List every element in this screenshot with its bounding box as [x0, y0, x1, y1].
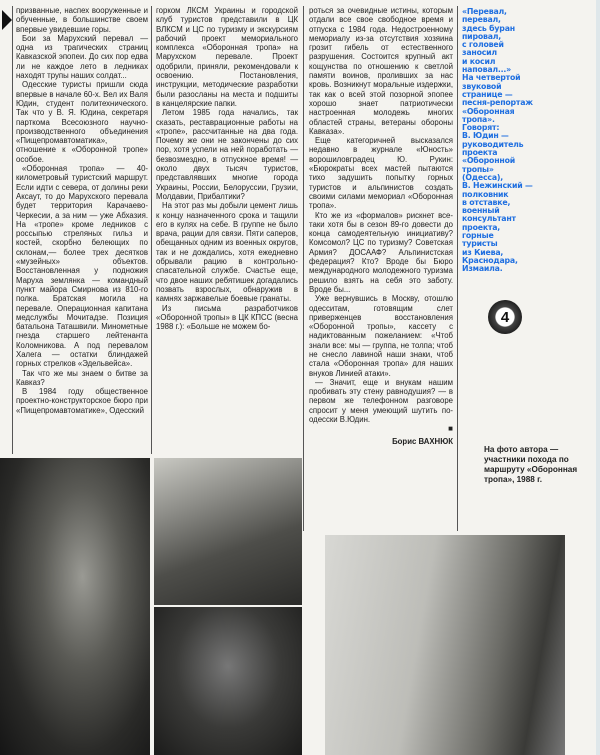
article-column-1 [16, 6, 148, 415]
article-paragraph: роться за очевидные истины, которым отдали все свое свободное время и отпуска с 1984 года. Недостроенному мемориалу из-за отсутствия хозяина грозит гибель от естественного разрушения. Состоится крупный акт кощунства по отношению к светлой памяти воинов, проливших за нас кровь. Возникнут моральные издержки, так как о всей этой позорной эпопее хорошо знает патриотически настроенная молодежь многих областей страны, ветераны обороны Кавказа». [309, 6, 453, 136]
sidebar-line: песня-репортаж [462, 98, 533, 108]
sidebar-line: в отставке, [462, 197, 511, 207]
sidebar-line: здесь буран [462, 23, 515, 33]
sidebar-line: тропа». [462, 114, 495, 124]
sidebar-line: странице — [462, 89, 513, 99]
sidebar-line: Краснодара, [462, 255, 518, 265]
article-paragraph: Уже вернувшись в Москву, отошлю одесситам, готовящим слет приверженцев восстановления «Оборонной тропы», кассету с надиктованным пожеланием: «Чтоб знали все: мы — группа, не толпа; чтоб не снесло лавиной наши знаки, чтоб стала «Оборонная тропа» для наших внуков Линией атаки». [309, 294, 453, 378]
author-signature: Борис ВАХНЮК [392, 436, 453, 446]
article-paragraph: — Значит, еще и внукам нашим пробивать эту стену равнодушия? — в первом же телефонном разговоре спросит у меня умеющий шутить по-одесски В.Юдин. [309, 377, 453, 425]
photo-hikers-group [154, 607, 302, 755]
photo-mountain-slope [154, 458, 302, 605]
end-of-article-mark: ■ [448, 424, 453, 434]
sidebar-line: В. Нежинский — [462, 181, 533, 191]
article-column-2 [156, 6, 298, 331]
article-paragraph: Кто же из «формалов» рискнет все-таки хотя бы в сезон 89-го довести до конца самодеятельную инициативу? Комсомол? ЦС по туризму? Советская Армия? ДОСААФ? Альпинистская федерация? Кто? Вроде бы Бюро международного молодежного туризма решило взять на себя это заботу. Вроде бы... [309, 210, 453, 294]
sidebar-line: «Оборонной [462, 156, 515, 166]
sidebar-line: горные [462, 231, 494, 241]
sidebar-line: и косил [462, 56, 496, 66]
column-rule [457, 6, 458, 531]
sidebar-line: звуковой [462, 81, 502, 91]
sidebar-line: перевал, [462, 15, 501, 25]
sidebar-line: руководитель [462, 139, 524, 149]
sidebar-line: Говорят: [462, 123, 500, 133]
sidebar-line: проекта [462, 148, 498, 158]
article-paragraph: Из письма разработчиков «Оборонной тропы» в ЦК КПСС (весна 1988 г.): «Больше не можем бо- [156, 303, 298, 332]
sidebar-line: консультант [462, 214, 516, 224]
sidebar-line: туристы [462, 239, 498, 249]
sound-page-number-badge: 4 [488, 300, 522, 334]
article-paragraph: «Оборонная тропа» — 40-километровый туристский маршрут. Если идти с севера, от долины реки Аксаут, то до Марухского перевала будет территория Карачаево-Черкесии, а за ним — уже Абхазия. На «тропе» кроме ледников с россыпью стреляных гильз и костей, скорбно белеющих по склонам,— более трех десятков «музейных» объектов. Восстановленная у подножия Маруха землянка — командный пункт майора Смирнова из 810-го полка. Братская могила на перевале. Операционная капитана медслужбы Мочитадзе. Позиция батальона Таташвили. Минометные гнезда старшего лейтенанта Коломникова. А под перевалом Халега — остатки блиндажей горных стрелков «Эдельвейса». [16, 164, 148, 369]
article-column-3 [309, 6, 453, 446]
column-rule [12, 6, 13, 454]
article-paragraph: Бои за Марухский перевал — одна из трагических страниц Кавказской эпопеи. До сих пор едва ли не каждое лето в ледниках находят трупы наших солдат... [16, 33, 148, 81]
column-rule [303, 6, 304, 531]
article-paragraph: призванные, наспех вооруженные и обученные, в большинстве своем впервые увидевшие горы. [16, 6, 148, 34]
article-continuation-marker-icon [2, 10, 12, 30]
article-paragraph: Так что же мы знаем о битве за Кавказ? [16, 368, 148, 387]
photo-rocky-pass [325, 535, 565, 755]
sidebar-line: На четвертой [462, 73, 521, 83]
article-paragraph: Летом 1985 года начались, так сказать, реставрационные работы на «тропе», рассчитанные на два года. Почему же они не закончены до сих пор, хотя успели на ней поработать — безвозмездно, в отпускное время! — около двух тысяч туристов, представлявших многие города Украины, России, Белоруссии, Грузии, Молдавии, Прибалтики? [156, 108, 298, 201]
sidebar-line: военный [462, 206, 500, 216]
column-rule [151, 6, 152, 454]
article-paragraph: Еще категоричней высказался недавно в журнале «Юность» ворошиловградец Ю. Рукин: «Бюрократы всех мастей пытаются тихо задушить попытку горных туристов и альпинистов создать своими силами мемориал «Оборонная тропа». [309, 136, 453, 211]
article-paragraph: Одесские туристы пришли сюда впервые в начале 60-х. Вел их Валя Юдин, студент политехнического. Так что у В. Я. Юдина, секретаря парткома Всесоюзного научно-производственного объединения «Пищепромавтоматика», отношение к «Оборонной тропе» особое. [16, 80, 148, 164]
article-paragraph: горком ЛКСМ Украины и городской клуб туристов представили в ЦК ВЛКСМ и ЦС по туризму и экскурсиям рабочий проект мемориального комплекса «Оборонная тропа» на Марухском перевале. Проект одобрили, приняли, рекомендовали к освоению. Постановления, инструкции, методические разработки были разосланы на места и подшиты в канцелярские папки. [156, 6, 298, 108]
article-paragraph: На этот раз мы добыли цемент лишь к концу назначенного срока и тащили его в кулях на себе. В группе не было врача, рации для связи. Пяти саперов, обещанных одним из военных округов, так и не дождались, хотя ежедневно обрывали рацию в контрольно-спасательной службе. Счастье еще, что двое наших ребятишек догадались позвать взрослых, обнаружив в камнях заржавелые боевые гранаты. [156, 201, 298, 304]
sidebar-line: «Перевал, [462, 7, 507, 16]
sidebar-line: В. Юдин — [462, 131, 509, 141]
photo-hiker-in-forest [0, 458, 150, 755]
photo-caption: На фото автора — участники похода по маршруту «Оборонная тропа», 1988 г. [484, 445, 578, 484]
sidebar-line: из Киева, [462, 247, 504, 257]
sidebar-line: пировал, [462, 31, 502, 41]
sidebar-line: тропы» [462, 164, 494, 174]
sidebar-line: заносил [462, 48, 497, 58]
sidebar-line: «Оборонная [462, 106, 515, 116]
sidebar-line: (Одесса), [462, 172, 504, 182]
sidebar-line: проекта, [462, 222, 501, 232]
sidebar-line: полковник [462, 189, 509, 199]
page-edge [596, 0, 600, 755]
sidebar-line: наповал...» [462, 65, 512, 75]
article-paragraph: В 1984 году общественное проектно-конструкторское бюро при «Пищепромавтоматике», Одесский [16, 387, 148, 415]
sidebar-line: Измаила. [462, 264, 503, 274]
sidebar-line: с головей [462, 40, 504, 50]
sidebar-sound-page-note [462, 8, 582, 274]
